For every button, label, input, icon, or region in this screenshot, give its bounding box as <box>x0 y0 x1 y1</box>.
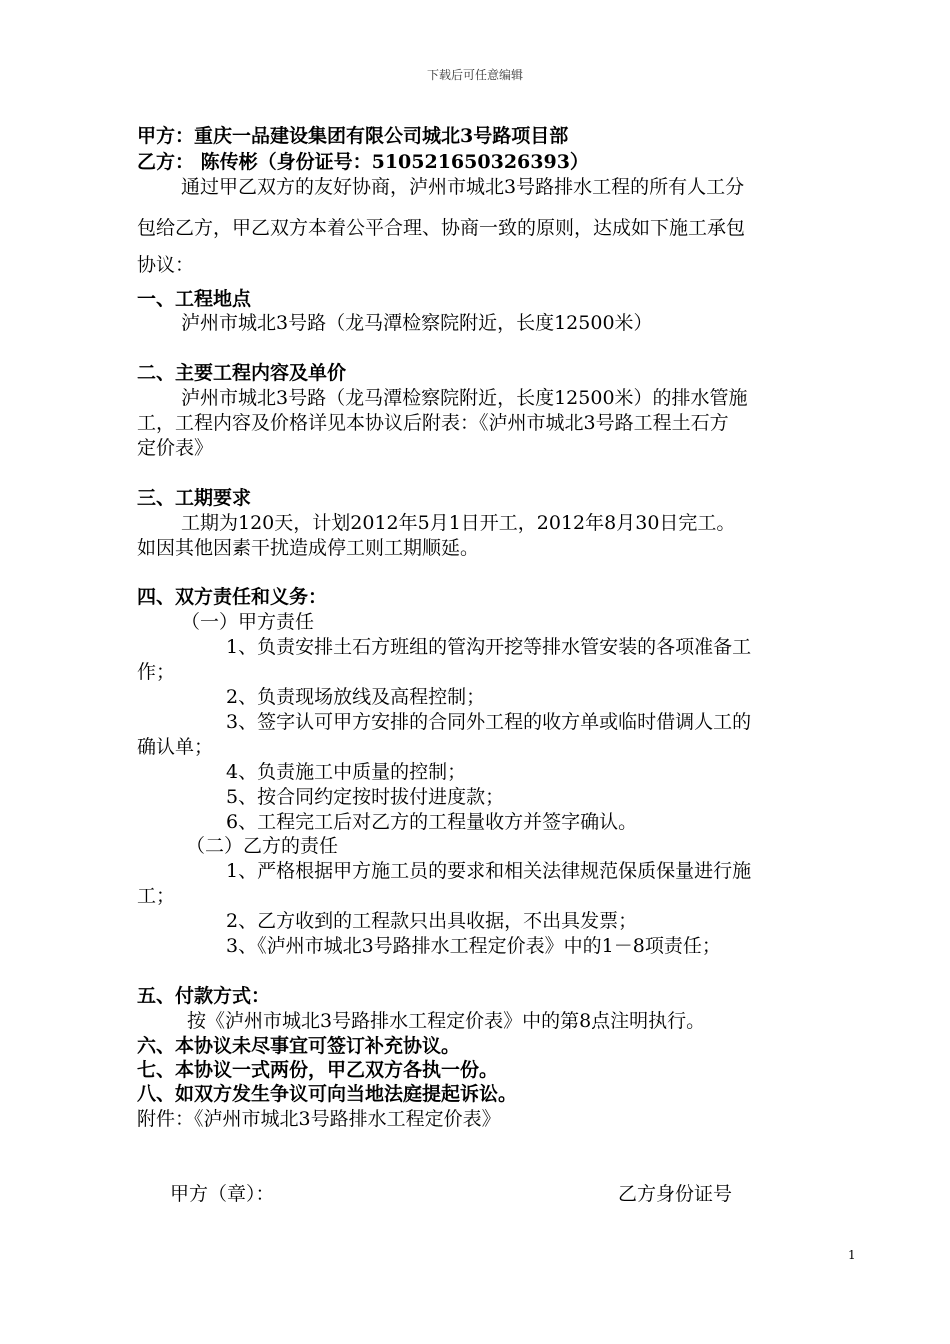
b-item-1-cont: 工； <box>137 885 176 907</box>
header-note: 下载后可任意编辑 <box>426 68 523 82</box>
attachment-line: 附件：《泸州市城北3号路排水工程定价表》 <box>137 1108 501 1130</box>
section3-line-1: 工期为120天，计划2012年5月1日开工，2012年8月30日完工。 <box>181 512 736 534</box>
a-item-6: 6、工程完工后对乙方的工程量收方并签字确认。 <box>226 811 638 833</box>
a-item-3: 3、签字认可甲方安排的合同外工程的收方单或临时借调人工的 <box>226 711 752 733</box>
section4-title: 四、双方责任和义务： <box>137 586 328 608</box>
section6-line: 六、本协议未尽事宜可签订补充协议。 <box>137 1035 461 1057</box>
a-item-5: 5、按合同约定按时拔付进度款； <box>226 786 505 808</box>
a-item-3-cont: 确认单； <box>137 736 214 758</box>
party-a-line: 甲方：重庆一品建设集团有限公司城北3号路项目部 <box>137 125 569 147</box>
section1-text: 泸州市城北3号路（龙马潭检察院附近，长度12500米） <box>181 312 653 334</box>
section5-title: 五、付款方式： <box>137 985 271 1007</box>
section8-line: 八、如双方发生争议可向当地法庭提起诉讼。 <box>137 1083 518 1105</box>
section2-line-3: 定价表》 <box>137 437 214 459</box>
intro-line-2: 包给乙方，甲乙双方本着公平合理、协商一致的原则，达成如下施工承包 <box>137 217 746 239</box>
a-item-4: 4、负责施工中质量的控制； <box>226 761 467 783</box>
sign-party-a: 甲方（章）： <box>170 1183 275 1205</box>
b-item-1: 1、严格根据甲方施工员的要求和相关法律规范保质保量进行施 <box>226 860 752 882</box>
a-item-2: 2、负责现场放线及高程控制； <box>226 686 486 708</box>
section1-title: 一、工程地点 <box>137 288 252 310</box>
a-item-1: 1、负责安排土石方班组的管沟开挖等排水管安装的各项准备工 <box>226 636 752 658</box>
section2-line-1: 泸州市城北3号路（龙马潭检察院附近，长度12500米）的排水管施 <box>181 387 748 409</box>
section4-sub-a: （一）甲方责任 <box>181 611 315 633</box>
section4-sub-b: （二）乙方的责任 <box>186 835 339 857</box>
section2-line-2: 工，工程内容及价格详见本协议后附表：《泸州市城北3号路工程土石方 <box>137 412 729 434</box>
section3-title: 三、工期要求 <box>137 487 252 509</box>
intro-line-3: 协议： <box>137 254 195 276</box>
sign-party-b: 乙方身份证号 <box>618 1183 733 1205</box>
section7-line: 七、本协议一式两份，甲乙双方各执一份。 <box>137 1059 499 1081</box>
intro-line-1: 通过甲乙双方的友好协商，泸州市城北3号路排水工程的所有人工分 <box>181 176 745 198</box>
b-item-2: 2、乙方收到的工程款只出具收据，不出具发票； <box>226 910 638 932</box>
b-item-3: 3、《泸州市城北3号路排水工程定价表》中的1－8项责任； <box>226 935 721 957</box>
a-item-1-cont: 作； <box>137 661 176 683</box>
section3-line-2: 如因其他因素干扰造成停工则工期顺延。 <box>137 537 480 559</box>
party-b-line: 乙方： 陈传彬（身份证号：510521650326393） <box>137 151 589 173</box>
section5-text: 按《泸州市城北3号路排水工程定价表》中的第8点注明执行。 <box>187 1010 706 1032</box>
section2-title: 二、主要工程内容及单价 <box>137 362 347 384</box>
page-number: 1 <box>848 1248 856 1262</box>
